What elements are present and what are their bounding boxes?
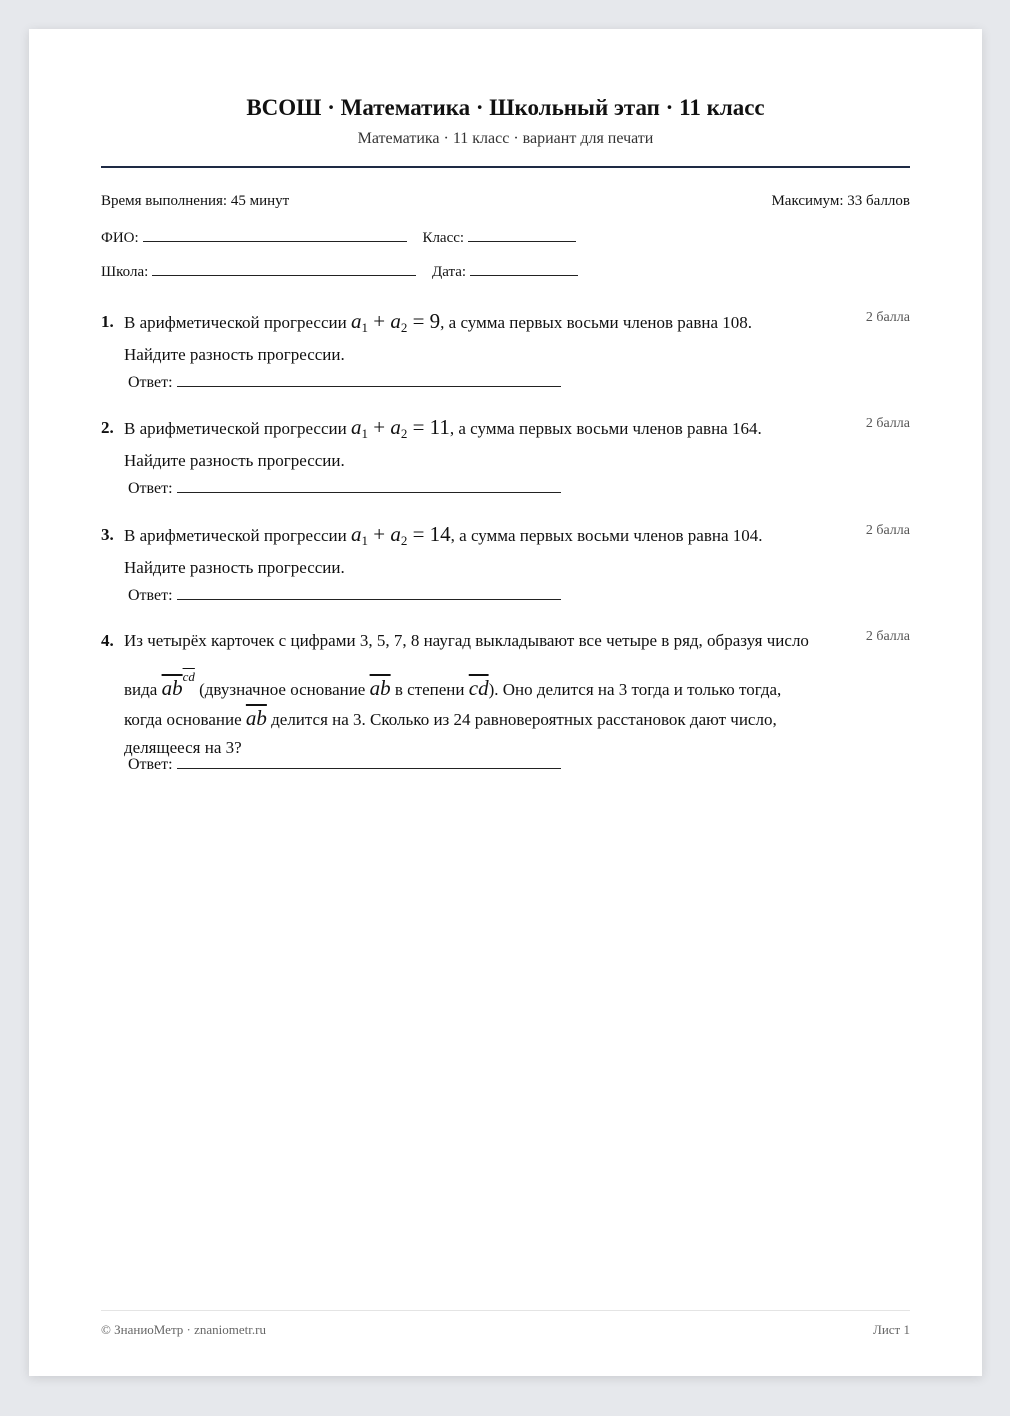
school-line[interactable] <box>152 259 416 276</box>
fio-label: ФИО: <box>101 230 139 246</box>
max-score: Максимум: 33 баллов <box>771 193 910 209</box>
task-points: 2 балла <box>865 416 910 431</box>
task-number: 2. <box>101 418 114 437</box>
answer-line-1[interactable] <box>177 372 561 387</box>
task-points: 2 балла <box>865 523 910 538</box>
class-label: Класс: <box>422 230 465 246</box>
task-text: Из четырёх карточек с цифрами 3, 5, 7, 8 наугад выкладывают все четыре в ряд, образуя число вида $\overline{ab}^{\overline{cd}}$ (двузначное основание $\overline{ab}$ в степени $\overline{cd}$). Оно делится на 3 тогда и только тогда, когда основание $\overline{ab}$ делится на 3. Сколько из 24 равновероятных расстановок дают число, делящееся на 3? <box>124 631 809 757</box>
task-text: В арифметической прогрессии $a_1 + a_2 = 11$, а сумма первых восьми членов равна 164. Найдите разность прогрессии. <box>124 415 762 470</box>
task-points: 2 балла <box>865 629 910 644</box>
fio-line[interactable] <box>143 225 407 242</box>
school-date-row <box>101 259 578 281</box>
task-number: 3. <box>101 525 114 544</box>
answer-label: Ответ: <box>128 756 173 773</box>
answer-row-2 <box>128 478 561 498</box>
date-label: Дата: <box>432 264 467 280</box>
header-divider <box>101 166 910 168</box>
answer-row-4 <box>128 754 561 774</box>
class-line[interactable] <box>468 225 576 242</box>
task-text: В арифметической прогрессии $a_1 + a_2 = 9$, а сумма первых восьми членов равна 108. Найдите разность прогрессии. <box>124 309 752 364</box>
page-subtitle: Математика · 11 класс · вариант для печати <box>357 130 654 147</box>
answer-label: Ответ: <box>128 587 173 604</box>
page-title: ВСОШ · Математика · Школьный этап · 11 класс <box>246 95 765 120</box>
sheet-content <box>101 29 910 1376</box>
exam-sheet <box>29 29 982 1376</box>
footer-page-number: Лист 1 <box>873 1322 910 1337</box>
footer-copyright: © ЗнаниоМетр · znaniometr.ru <box>101 1322 266 1337</box>
task-number: 4. <box>101 631 114 650</box>
task-number: 1. <box>101 312 114 331</box>
answer-line-3[interactable] <box>177 585 561 600</box>
time-limit: Время выполнения: 45 минут <box>101 193 290 209</box>
answer-line-4[interactable] <box>177 754 561 769</box>
task-points: 2 балла <box>865 310 910 325</box>
answer-line-2[interactable] <box>177 478 561 493</box>
date-line[interactable] <box>470 259 578 276</box>
answer-label: Ответ: <box>128 374 173 391</box>
answer-row-3 <box>128 585 561 605</box>
answer-label: Ответ: <box>128 480 173 497</box>
school-label: Школа: <box>101 264 149 280</box>
task-text: В арифметической прогрессии $a_1 + a_2 = 14$, а сумма первых восьми членов равна 104. Найдите разность прогрессии. <box>124 522 763 577</box>
footer-divider <box>101 1310 910 1311</box>
answer-row-1 <box>128 372 561 392</box>
fio-class-row <box>101 225 576 247</box>
